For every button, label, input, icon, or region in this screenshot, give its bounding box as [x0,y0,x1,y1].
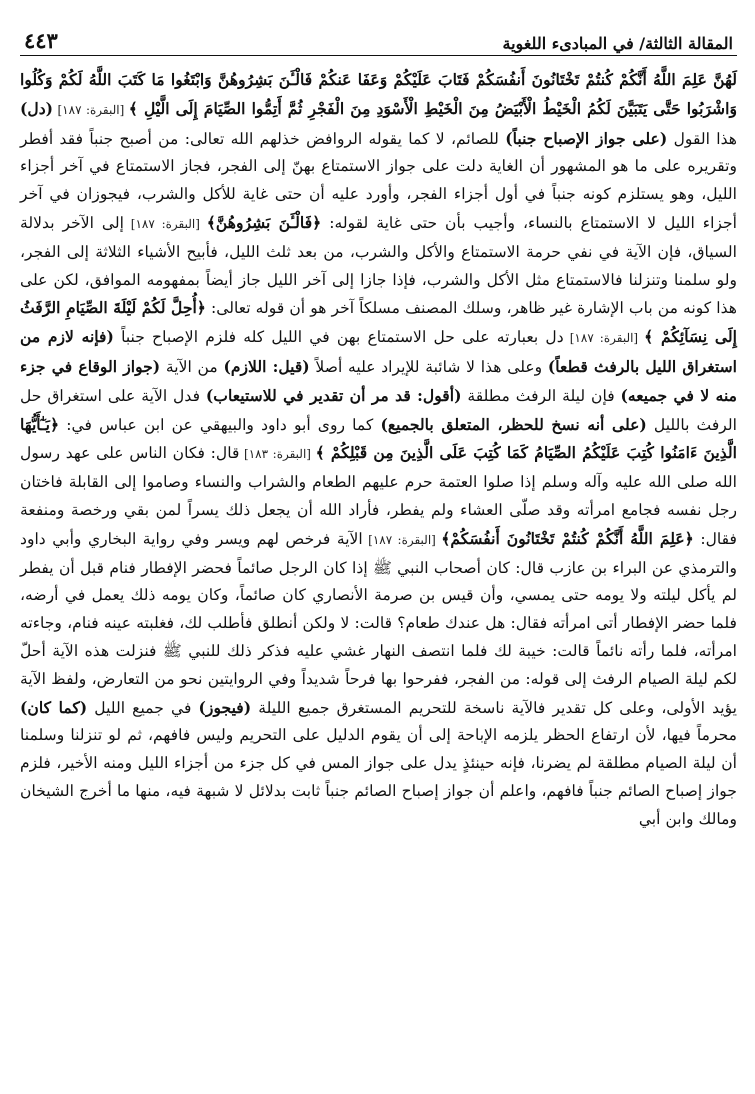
commentary-text: إلى الآخر بدلالة السياق، فإن الآية في نفي حرمة الاستمتاع والأكل والشرب، من بعد ثلث الليل، فأبيح الأشياء الثلاثة إلى الفجر، ولو سلمنا وتنزلنا فالاستمتاع مثل الأكل والشرب، فإذا جازا إلى آخر الليل جاز أيضاً بمفهومه الموافق، لكن على هذا كونه من باب الإشارة غير ظاهر، وسلك المصنف مسلكاً آخر هو أن قوله تعالى: [20,213,737,318]
verse-reference: [البقرة: ١٨٧] [53,102,129,117]
quran-verse: ﴿عَلِمَ اللَّهُ أَنَّكُمْ كُنتُمْ تَخْتَانُونَ أَنفُسَكُمْ﴾ [441,528,694,548]
commentary-text: الآية فرخص لهم ويسر وفي رواية البخاري وأبي داود والترمذي عن البراء بن عازب قال: كان أصحاب النبي ﷺ إذا كان الرجل صائماً فحضر الإفطار فنام قبل أن يفطر لم يأكل ليلته ولا يومه حتى يمسي، وأن قيس بن صرمة الأنصاري كان صائماً، وكان يومه ذلك يعمل في أرضه، فلما حضر الإفطار أتى امرأته فقال: هل عندك طعام؟ قالت: لا ولكن أنطلق فأطلب لك، فغلبته عينه فنام، وجاءته امرأته، فلما رأته نائماً قالت: خيبة لك فلما انتصف النهار غشي عليه فذكر ذلك للنبي ﷺ فنزلت هذه الآية أحلّ لكم ليلة الصيام الرفث إلى قوله: من الفجر، ففرحوا بها فرحاً شديداً وفي الروايتين نحو من التعارض، ولفظ الآية يؤيد الأولى، وعلى كل تقدير فالآية ناسخة للتحريم المستغرق جميع الليلة [20,529,737,717]
matn-bold-text: (أقول: قد مر أن تقدير في للاستيعاب) [205,385,462,405]
commentary-text: وعلى هذا لا شائبة للإيراد عليه أصلاً [309,357,548,376]
commentary-text: قال: فكان الناس على عهد رسول الله صلى الله عليه وآله وسلم إذا صلوا العتمة حرم عليهم الطعام والشراب والنساء وصاموا إلى القابلة فاختان رجل نفسه فجامع امرأته وقد صلّى العشاء ولم يفطر، فأراد الله أن يجعل ذلك يسراً لمن بقي ورخصة ومنفعة فقال: [20,444,738,548]
paragraph [20,66,737,834]
page-number: ٤٤٣ [24,28,58,53]
matn-bold-text: (على جواز الإصباح جنباً) [505,128,668,148]
matn-bold-text: (على أنه نسخ للحظر، المتعلق بالجميع) [380,414,647,434]
quran-verse: لَهُنَّ عَلِمَ اللَّهُ أَنَّكُمْ كُنتُمْ تَخْتَانُونَ أَنفُسَكُمْ فَتَابَ عَلَيْكُمْ وَعَفَا عَنكُمْ فَالْـَٔنَ بَشِرُوهُنَّ وَابْتَغُوا مَا كَتَبَ اللَّهُ لَكُمْ وَكُلُوا وَاشْرَبُوا حَتَّى يَتَبَيَّنَ لَكُمُ الْخَيْطُ الْأَبْيَضُ مِنَ الْخَيْطِ الْأَسْوَدِ مِنَ الْفَجْرِ ثُمَّ أَتِمُّوا الصِّيَامَ إِلَى الَّيْلِ ﴾ [20,70,737,118]
commentary-text: فدل الآية على استغراق حل الرفث بالليل [20,386,737,434]
commentary-text: كما روى أبو داود والبيهقي عن ابن عباس في: [59,415,381,434]
commentary-text: للصائم، لا كما يقوله الروافض خذلهم الله تعالى: من أصبح جنباً فقد أفطر وتقريره على ما هو المشهور أن الغاية دلت على جواز الاستمتاع بهنّ إلى الفجر، فجاز الاستمتاع في آخر أجزاء الليل، وهو يستلزم كونه جنباً في أول أجزاء الفجر، وأورد عليه أن حتى غاية للأكل والشرب، فيجوزان في آخر أجزاء الليل لا الاستمتاع بالنساء، وأجيب بأن حتى غاية لقوله: [20,129,737,232]
verse-reference: [البقرة: ١٨٧] [563,331,645,346]
body-text [20,66,737,834]
quran-verse: ﴿يَـٰٓأَيُّهَا الَّذِينَ ءَامَنُوا كُتِبَ عَلَيْكُمُ الصِّيَامُ كَمَا كُتِبَ عَلَى الَّذِينَ مِن قَبْلِكُمْ ﴾ [20,414,737,463]
commentary-text: من الآية [160,357,224,376]
matn-bold-text: (قيل: اللازم) [223,356,310,376]
commentary-text: فإن ليلة الرفث مطلقة [461,386,621,405]
matn-bold-text: (كما كان) [20,697,88,717]
page [20,14,737,1088]
verse-reference: [البقرة: ١٨٣] [239,447,316,462]
verse-reference: [البقرة: ١٨٧] [362,532,442,547]
running-header [20,14,737,56]
matn-bold-text: (جواز الوقاع في جزء منه لا في جميعه) [20,356,738,405]
quran-verse: ﴿أُحِلَّ لَكُمْ لَيْلَةَ الصِّيَامِ الرَّفَثُ إِلَى نِسَآئِكُمْ ﴾ [20,298,737,347]
quran-verse: ﴿فَالْـَٔنَ بَشِرُوهُنَّ﴾ [206,212,322,232]
verse-reference: [البقرة: ١٨٧] [123,216,207,231]
running-title: المقالة الثالثة/ في المبادىء اللغوية [502,34,733,53]
commentary-text: دل بعبارته على حل الاستمتاع بهن في الليل كله فلزم الإصباح جنباً [113,328,564,347]
matn-bold-text: (فيجوز) [198,697,252,717]
commentary-text: هذا القول [667,129,738,148]
commentary-text: محرماً فيها، لأن ارتفاع الحظر يلزمه الإباحة إلى أن يقوم الدليل على التحريم وليس فافهم، ثم لو تنزلنا وسلمنا أن ليلة الصيام مطلقة لم يضرنا، فإنه حينئذٍ يدل على جواز المس في كل جزء من أجزاء الليل ومنه الأخير، فلزم جواز إصباح الصائم جنباً فافهم، واعلم أن جواز إصباح الصائم جنباً ثابت بدلائل لا شبهة فيه، منها ما أخرج الشيخان ومالك وابن أبي [20,726,737,828]
commentary-text: في جميع الليل [87,698,199,717]
matn-bold-text: (فإنه لازم من استغراق الليل بالرفث قطعاً) [20,327,738,376]
matn-bold-text: (دل) [20,98,54,118]
